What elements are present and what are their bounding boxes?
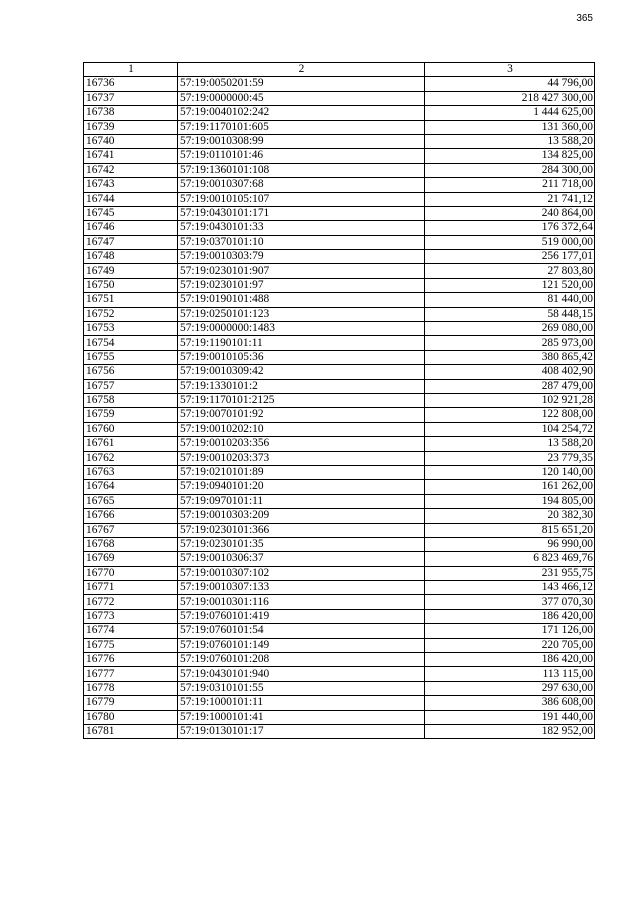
cadastral-number: 57:19:0760101:208 [178,653,425,667]
cadastral-number: 57:19:0430101:171 [178,206,425,220]
table-row [84,696,595,710]
cadastral-value: 104 254,72 [425,422,595,436]
cadastral-number: 57:19:0070101:92 [178,408,425,422]
row-number: 16742 [84,163,178,177]
cadastral-number: 57:19:0190101:488 [178,293,425,307]
cadastral-value: 23 779,35 [425,451,595,465]
cadastral-value: 161 262,00 [425,480,595,494]
cadastral-number: 57:19:0110101:46 [178,149,425,163]
row-number: 16740 [84,134,178,148]
cadastral-number: 57:19:0010202:10 [178,422,425,436]
row-number: 16761 [84,437,178,451]
cadastral-number: 57:19:0430101:940 [178,667,425,681]
table-row [84,163,595,177]
cadastral-value: 191 440,00 [425,710,595,724]
cadastral-value: 120 140,00 [425,465,595,479]
table-row [84,134,595,148]
table-row [84,552,595,566]
cadastral-number: 57:19:0230101:366 [178,523,425,537]
cadastral-number: 57:19:0000000:1483 [178,322,425,336]
cadastral-number: 57:19:0040102:242 [178,106,425,120]
row-number: 16755 [84,350,178,364]
cadastral-value: 377 070,30 [425,595,595,609]
cadastral-value: 285 973,00 [425,336,595,350]
row-number: 16764 [84,480,178,494]
row-number: 16753 [84,322,178,336]
row-number: 16746 [84,221,178,235]
table-row [84,365,595,379]
row-number: 16778 [84,681,178,695]
table-row [84,120,595,134]
row-number: 16743 [84,178,178,192]
table-row [84,293,595,307]
table-row [84,681,595,695]
row-number: 16745 [84,206,178,220]
cadastral-value: 186 420,00 [425,653,595,667]
row-number: 16736 [84,77,178,91]
table-row [84,149,595,163]
table-row [84,264,595,278]
row-number: 16747 [84,235,178,249]
cadastral-value: 27 803,80 [425,264,595,278]
row-number: 16771 [84,581,178,595]
row-number: 16756 [84,365,178,379]
row-number: 16765 [84,494,178,508]
cadastral-number: 57:19:0130101:17 [178,724,425,738]
table-row [84,581,595,595]
row-number: 16754 [84,336,178,350]
cadastral-number: 57:19:1000101:41 [178,710,425,724]
row-number: 16770 [84,566,178,580]
table-row [84,106,595,120]
cadastral-number: 57:19:0000000:45 [178,91,425,105]
row-number: 16780 [84,710,178,724]
table-row [84,178,595,192]
table-row [84,566,595,580]
cadastral-number: 57:19:0010308:99 [178,134,425,148]
table-row [84,509,595,523]
cadastral-number: 57:19:0010307:133 [178,581,425,595]
cadastral-value: 256 177,01 [425,250,595,264]
table-row [84,437,595,451]
cadastral-number: 57:19:0010203:356 [178,437,425,451]
row-number: 16777 [84,667,178,681]
table-row [84,206,595,220]
cadastral-number: 57:19:0370101:10 [178,235,425,249]
cadastral-value: 186 420,00 [425,609,595,623]
cadastral-number: 57:19:0010307:102 [178,566,425,580]
table-row [84,667,595,681]
row-number: 16759 [84,408,178,422]
table-row [84,336,595,350]
table-row [84,422,595,436]
cadastral-value: 1 444 625,00 [425,106,595,120]
table-row [84,595,595,609]
cadastral-value: 121 520,00 [425,278,595,292]
cadastral-number: 57:19:1190101:11 [178,336,425,350]
row-number: 16751 [84,293,178,307]
row-number: 16774 [84,624,178,638]
table-row [84,494,595,508]
cadastral-number: 57:19:0940101:20 [178,480,425,494]
table-row [84,91,595,105]
cadastral-value: 287 479,00 [425,379,595,393]
table-row [84,393,595,407]
cadastral-number: 57:19:0010203:373 [178,451,425,465]
table-row [84,624,595,638]
cadastral-value: 269 080,00 [425,322,595,336]
cadastral-value: 408 402,90 [425,365,595,379]
cadastral-value: 284 300,00 [425,163,595,177]
row-number: 16769 [84,552,178,566]
cadastral-value: 386 608,00 [425,696,595,710]
row-number: 16758 [84,393,178,407]
row-number: 16750 [84,278,178,292]
table-row [84,480,595,494]
cadastral-value: 113 115,00 [425,667,595,681]
cadastral-value: 182 952,00 [425,724,595,738]
page-number: 365 [576,13,593,24]
cadastral-value: 13 588,20 [425,437,595,451]
cadastral-number: 57:19:0010303:79 [178,250,425,264]
table-row [84,724,595,738]
cadastral-value: 122 808,00 [425,408,595,422]
cadastral-number: 57:19:0010301:116 [178,595,425,609]
row-number: 16744 [84,192,178,206]
column-header-3: 3 [425,63,595,77]
cadastral-value: 58 448,15 [425,307,595,321]
cadastral-value: 519 000,00 [425,235,595,249]
table-row [84,250,595,264]
cadastral-value: 131 360,00 [425,120,595,134]
table-row [84,322,595,336]
cadastral-number: 57:19:0760101:419 [178,609,425,623]
cadastral-number: 57:19:0010306:37 [178,552,425,566]
row-number: 16749 [84,264,178,278]
cadastral-number: 57:19:0230101:97 [178,278,425,292]
row-number: 16741 [84,149,178,163]
cadastral-value: 20 382,30 [425,509,595,523]
table-row [84,638,595,652]
row-number: 16760 [84,422,178,436]
row-number: 16767 [84,523,178,537]
row-number: 16752 [84,307,178,321]
cadastral-number: 57:19:0760101:54 [178,624,425,638]
row-number: 16768 [84,537,178,551]
cadastral-number: 57:19:1360101:108 [178,163,425,177]
cadastral-value: 231 955,75 [425,566,595,580]
cadastral-value: 102 921,28 [425,393,595,407]
cadastral-value: 134 825,00 [425,149,595,163]
cadastral-value: 81 440,00 [425,293,595,307]
cadastral-value: 171 126,00 [425,624,595,638]
cadastral-number: 57:19:0010105:107 [178,192,425,206]
cadastral-number: 57:19:1000101:11 [178,696,425,710]
cadastral-value: 211 718,00 [425,178,595,192]
table-row [84,221,595,235]
table-row [84,523,595,537]
table-row [84,278,595,292]
row-number: 16776 [84,653,178,667]
cadastral-number: 57:19:0760101:149 [178,638,425,652]
table-row [84,350,595,364]
cadastral-number: 57:19:1170101:605 [178,120,425,134]
row-number: 16757 [84,379,178,393]
cadastral-number: 57:19:0210101:89 [178,465,425,479]
cadastral-value: 143 466,12 [425,581,595,595]
cadastral-value: 380 865,42 [425,350,595,364]
cadastral-number: 57:19:0010105:36 [178,350,425,364]
cadastral-value: 194 805,00 [425,494,595,508]
cadastral-value: 21 741,12 [425,192,595,206]
row-number: 16748 [84,250,178,264]
table-row [84,235,595,249]
row-number: 16737 [84,91,178,105]
column-header-1: 1 [84,63,178,77]
row-number: 16738 [84,106,178,120]
cadastral-number: 57:19:0310101:55 [178,681,425,695]
cadastral-value: 218 427 300,00 [425,91,595,105]
cadastral-number: 57:19:0010309:42 [178,365,425,379]
cadastral-number: 57:19:1330101:2 [178,379,425,393]
table-row [84,465,595,479]
table-row [84,609,595,623]
cadastral-value: 220 705,00 [425,638,595,652]
cadastral-number: 57:19:1170101:2125 [178,393,425,407]
row-number: 16766 [84,509,178,523]
table-row [84,307,595,321]
row-number: 16773 [84,609,178,623]
cadastral-value: 297 630,00 [425,681,595,695]
cadastral-number: 57:19:0010303:209 [178,509,425,523]
cadastral-value-table [83,62,595,739]
cadastral-value: 13 588,20 [425,134,595,148]
cadastral-number: 57:19:0010307:68 [178,178,425,192]
row-number: 16762 [84,451,178,465]
cadastral-value: 44 796,00 [425,77,595,91]
cadastral-value: 96 990,00 [425,537,595,551]
row-number: 16781 [84,724,178,738]
table-header-row [84,63,595,77]
cadastral-number: 57:19:0230101:907 [178,264,425,278]
row-number: 16779 [84,696,178,710]
cadastral-number: 57:19:0050201:59 [178,77,425,91]
table-row [84,451,595,465]
cadastral-number: 57:19:0970101:11 [178,494,425,508]
column-header-2: 2 [178,63,425,77]
cadastral-value: 815 651,20 [425,523,595,537]
table-row [84,192,595,206]
cadastral-number: 57:19:0250101:123 [178,307,425,321]
table-row [84,653,595,667]
cadastral-number: 57:19:0430101:33 [178,221,425,235]
cadastral-value: 6 823 469,76 [425,552,595,566]
cadastral-value: 176 372,64 [425,221,595,235]
table-row [84,710,595,724]
table-row [84,537,595,551]
row-number: 16739 [84,120,178,134]
table-row [84,379,595,393]
row-number: 16763 [84,465,178,479]
cadastral-number: 57:19:0230101:35 [178,537,425,551]
cadastral-value: 240 864,00 [425,206,595,220]
row-number: 16772 [84,595,178,609]
table-row [84,408,595,422]
row-number: 16775 [84,638,178,652]
table-row [84,77,595,91]
